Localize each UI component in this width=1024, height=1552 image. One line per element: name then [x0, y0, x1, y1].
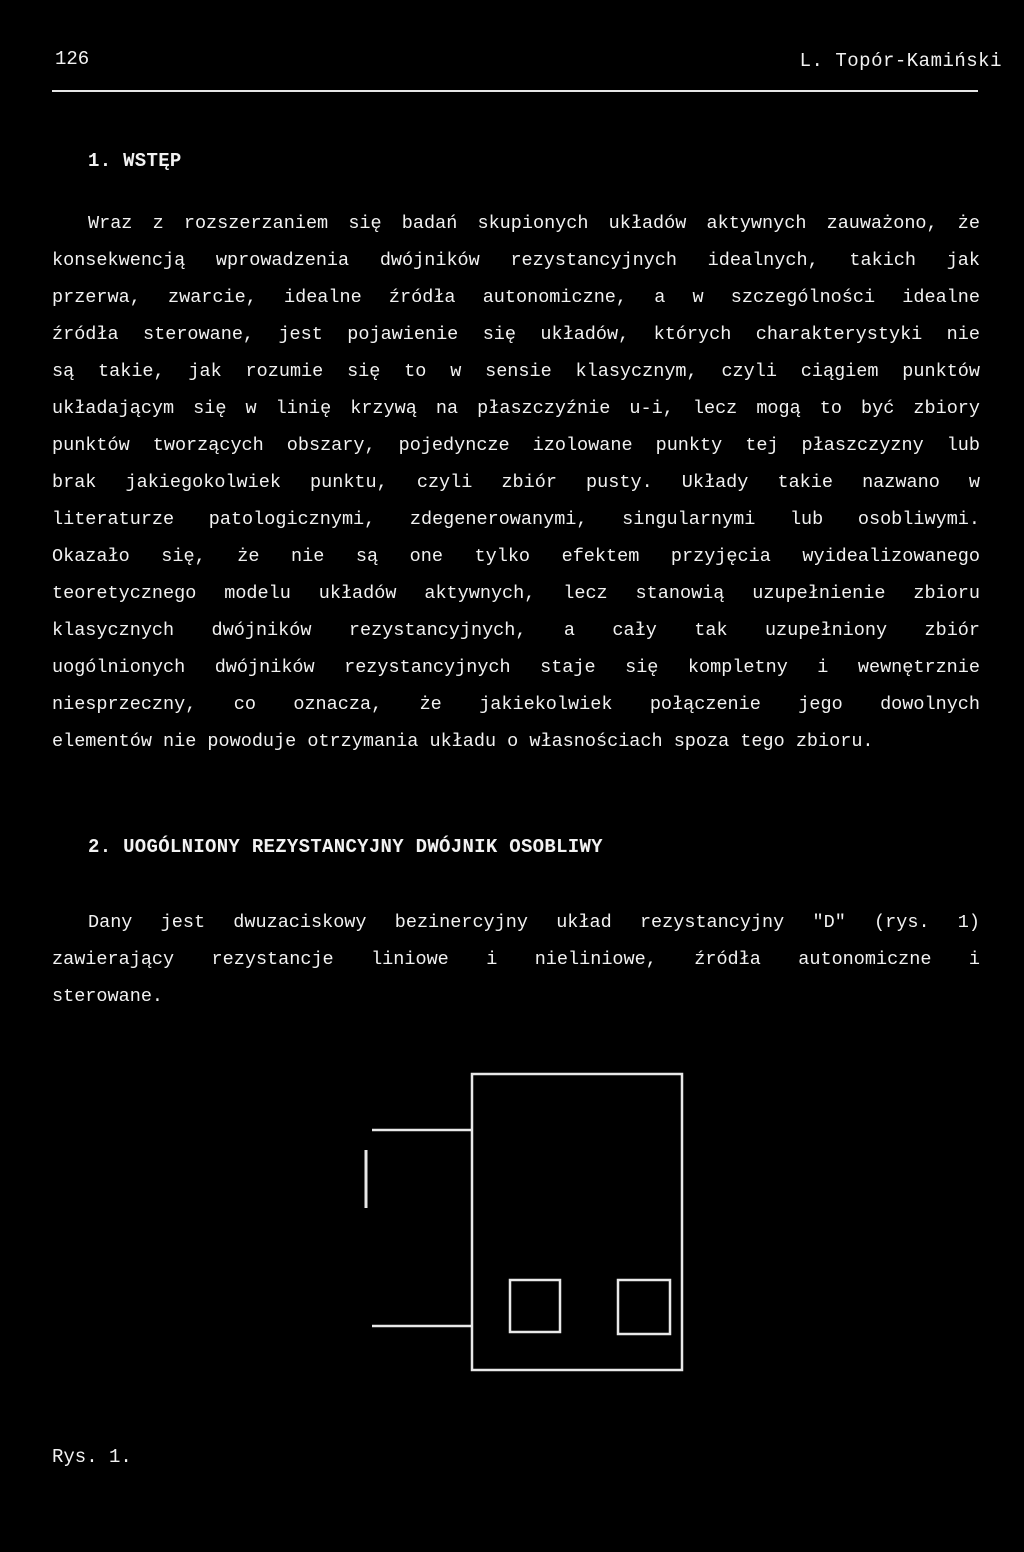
- figure-circuit-diagram: [355, 1070, 695, 1380]
- text-line: klasycznych dwójników rezystancyjnych, a cały tak uzupełniony zbiór: [52, 620, 980, 641]
- text-line: uogólnionych dwójników rezystancyjnych staje się kompletny i wewnętrznie: [52, 657, 980, 678]
- page-number: 126: [55, 48, 90, 70]
- text-line: są takie, jak rozumie się to w sensie klasycznym, czyli ciągiem punktów: [52, 361, 980, 382]
- section-heading-intro: 1. WSTĘP: [88, 150, 182, 172]
- inner-element-right: [618, 1280, 670, 1334]
- text-line: przerwa, zwarcie, idealne źródła autonomiczne, a w szczególności idealne: [52, 287, 980, 308]
- text-line: punktów tworzących obszary, pojedyncze izolowane punkty tej płaszczyzny lub: [52, 435, 980, 456]
- running-head: L. Topór-Kamiński: [799, 50, 1002, 72]
- text-line: źródła sterowane, jest pojawienie się układów, których charakterystyki nie: [52, 324, 980, 345]
- text-line: brak jakiegokolwiek punktu, czyli zbiór pusty. Układy takie nazwano w: [52, 472, 980, 493]
- intro-paragraph: [52, 205, 980, 760]
- text-line: Wraz z rozszerzaniem się badań skupionych układów aktywnych zauważono, że: [88, 213, 980, 234]
- text-line: Dany jest dwuzaciskowy bezinercyjny układ rezystancyjny "D" (rys. 1): [88, 912, 980, 933]
- dipole-block: [472, 1074, 682, 1370]
- text-line: literaturze patologicznymi, zdegenerowanymi, singularnymi lub osobliwymi.: [52, 509, 980, 530]
- text-line: Okazało się, że nie są one tylko efektem przyjęcia wyidealizowanego: [52, 546, 980, 567]
- dipole-paragraph: [52, 904, 980, 1015]
- text-line: teoretycznego modelu układów aktywnych, lecz stanowią uzupełnienie zbioru: [52, 583, 980, 604]
- text-line: elementów nie powoduje otrzymania układu o własnościach spoza tego zbioru.: [52, 731, 874, 752]
- header-rule: [52, 90, 978, 92]
- figure-caption: Rys. 1.: [52, 1446, 132, 1468]
- section-heading-dipole: 2. UOGÓLNIONY REZYSTANCYJNY DWÓJNIK OSOBLIWY: [88, 836, 603, 858]
- text-line: sterowane.: [52, 986, 164, 1007]
- text-line: układającym się w linię krzywą na płaszczyźnie u-i, lecz mogą to być zbiory: [52, 398, 980, 419]
- text-line: niesprzeczny, co oznacza, że jakiekolwiek połączenie jego dowolnych: [52, 694, 980, 715]
- text-line: zawierający rezystancje liniowe i nieliniowe, źródła autonomiczne i: [52, 949, 980, 970]
- inner-element-left: [510, 1280, 560, 1332]
- text-line: konsekwencją wprowadzenia dwójników rezystancyjnych idealnych, takich jak: [52, 250, 980, 271]
